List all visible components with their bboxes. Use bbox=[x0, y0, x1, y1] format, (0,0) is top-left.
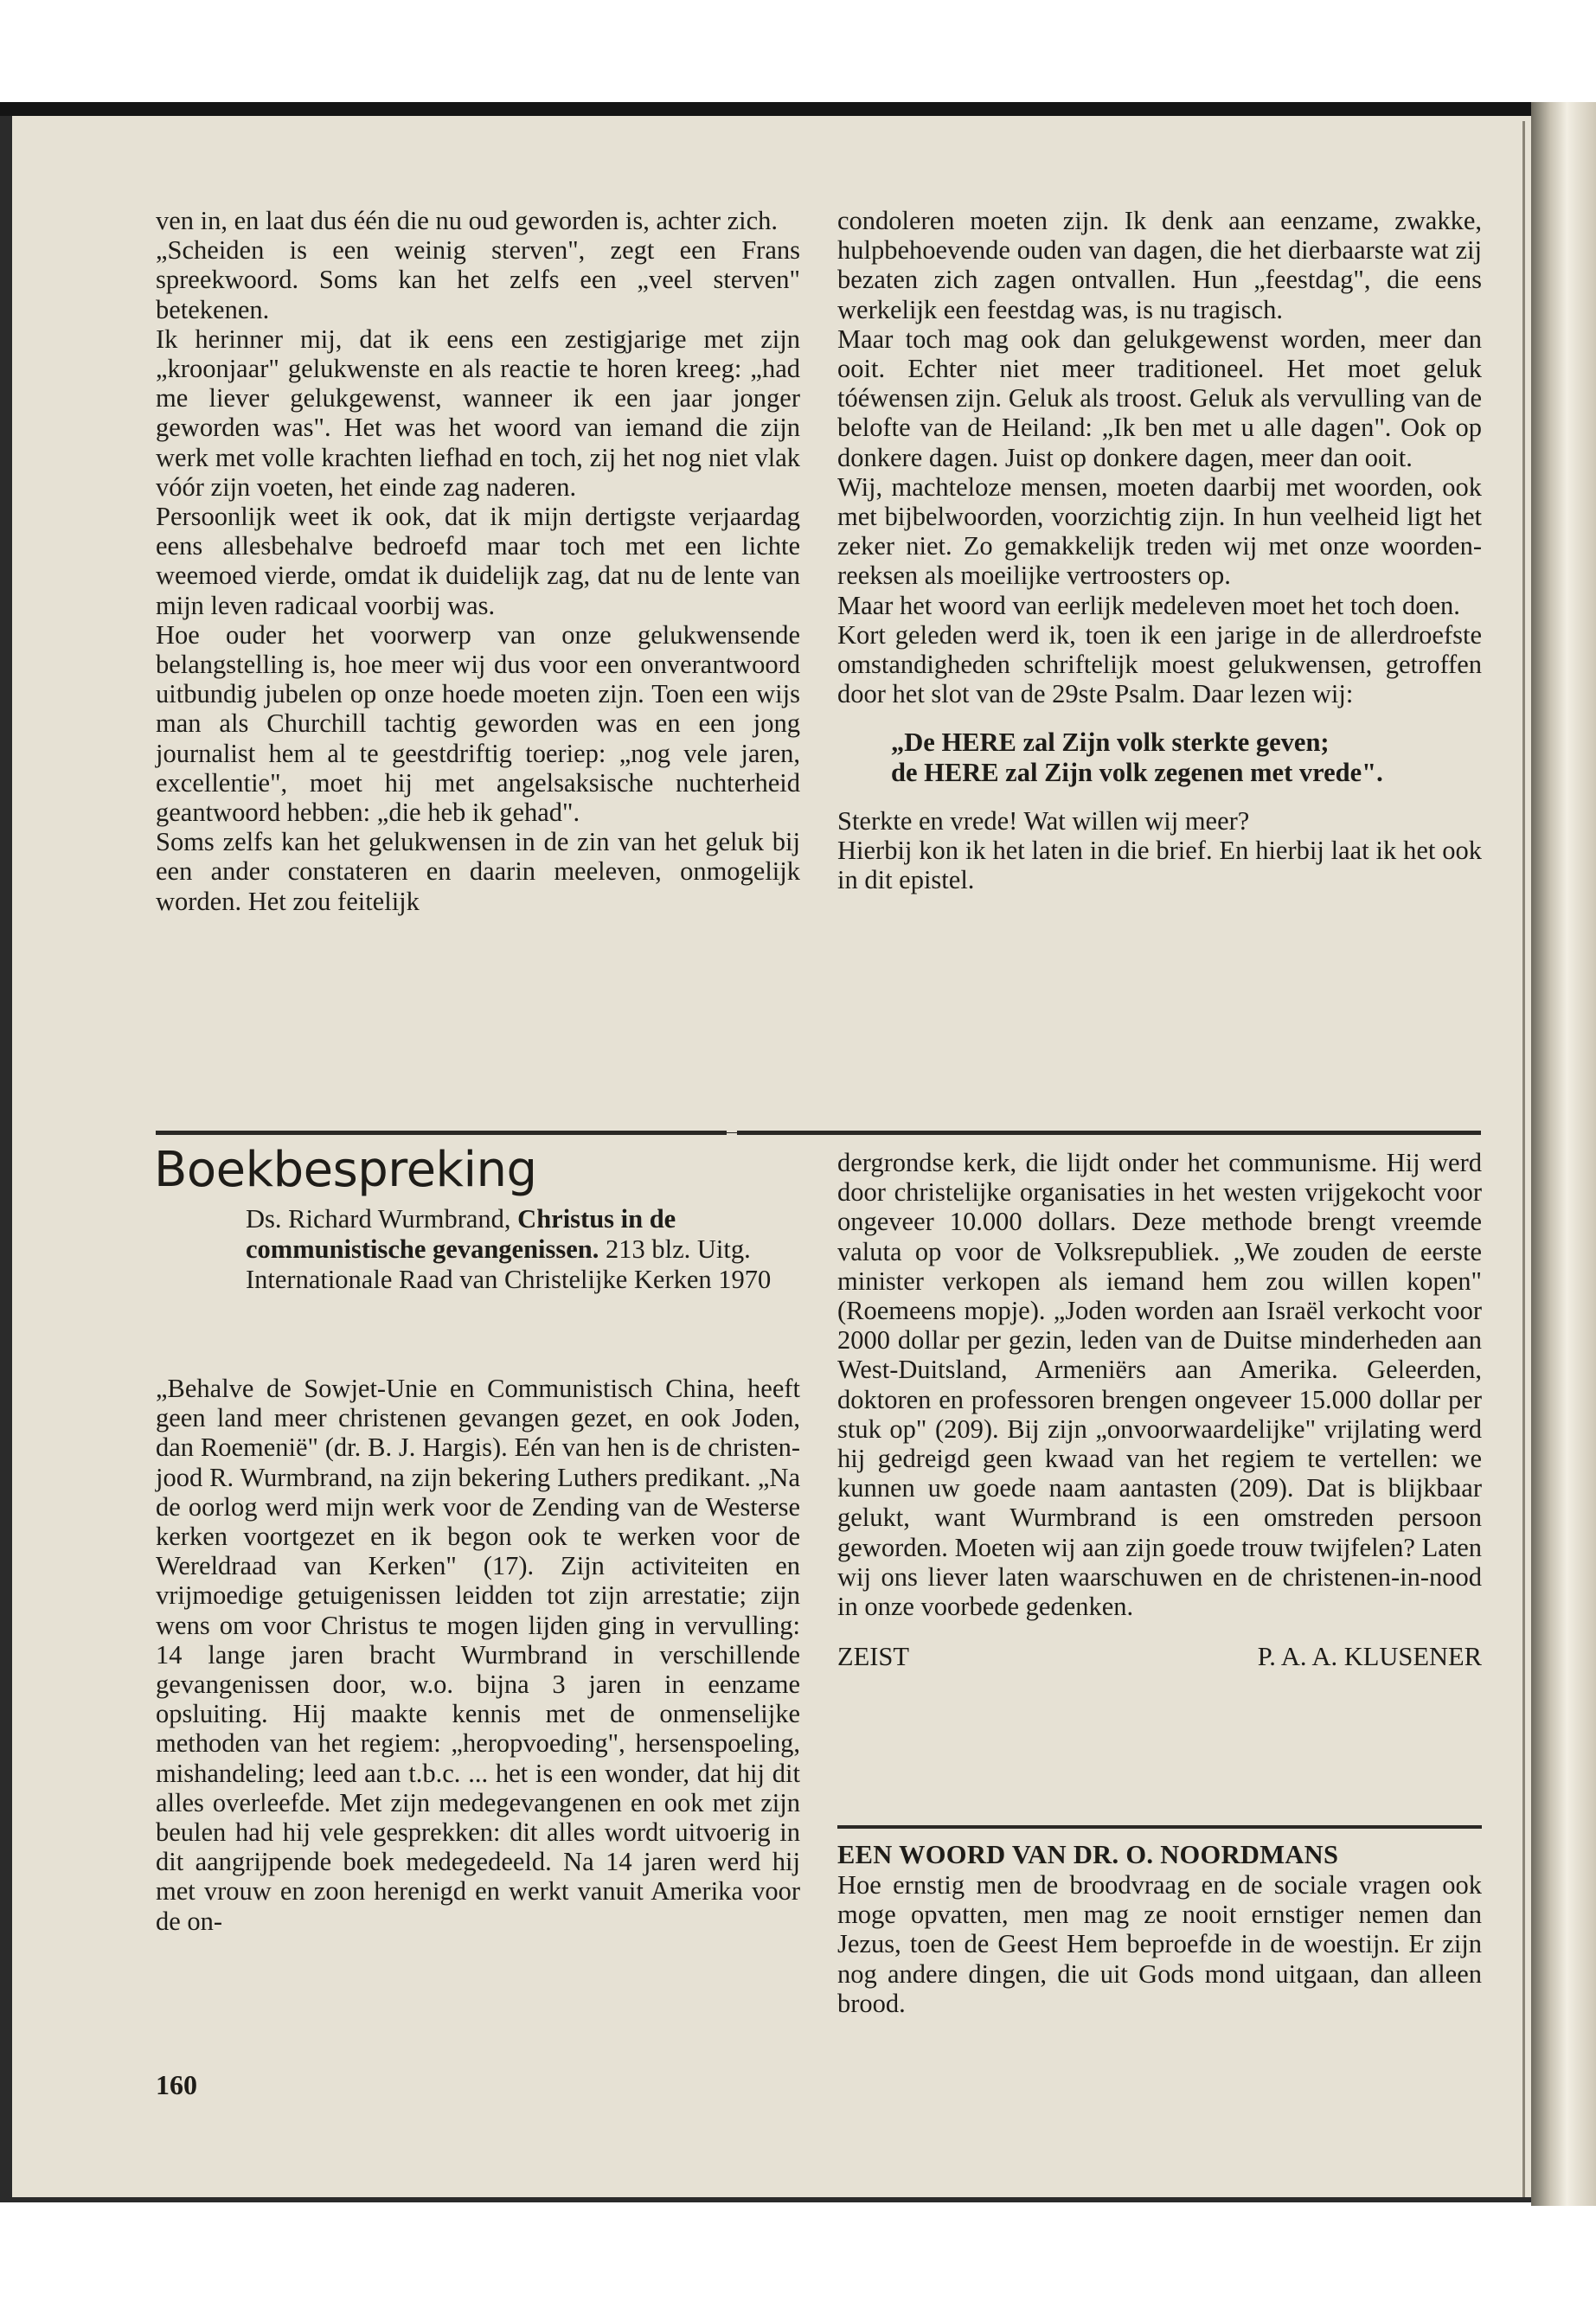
psalm-quote bbox=[891, 727, 1482, 786]
paragraph: Maar het woord van eerlijk medeleven moet het toch doen. bbox=[837, 590, 1460, 620]
book-author: Ds. Richard Wurmbrand, bbox=[246, 1204, 511, 1234]
paragraph: Sterkte en vrede! Wat willen wij meer? bbox=[837, 805, 1250, 836]
paragraph: Maar toch mag ook dan gelukgewenst worden, meer dan ooit. Echter niet meer traditioneel. Het moet geluk tóéwensen zijn. Geluk als troost. Geluk als vervulling van de belofte van de Heiland: „Ik ben met u alle dagen". Ook op donkere dagen. Juist op donkere dagen, meer dan ooit. bbox=[837, 324, 1482, 472]
book-details: 213 blz. Uitg. Internationale Raad van Christelijke Kerken 1970 bbox=[246, 1234, 772, 1294]
paragraph: Kort geleden werd ik, toen ik een jarige in de allerdroefste omstandigheden schriftelijk moest gelukwensen, getroffen door het slot van de 29ste Psalm. Daar lezen wij: bbox=[837, 619, 1482, 709]
box-text: Hoe ernstig men de broodvraag en de sociale vragen ook moge opvatten, men mag ze nooit ernstiger nemen dan Jezus, toen de Geest Hem beproefde in de woestijn. Er zijn nog andere dingen, die uit Gods mond uitgaan, dan alleen brood. bbox=[837, 1870, 1482, 2018]
paragraph: Wij, machteloze mensen, moeten daarbij met woorden, ook met bijbelwoorden, voorzichtig zijn. In hun veelheid ligt het zeker niet. Zo gemakkelijk treden wij met onze woorden-reeksen als moeilijke vertroosters op. bbox=[837, 471, 1482, 591]
paragraph: Soms zelfs kan het gelukwensen in de zin van het geluk bij een ander constateren en daarin meeleven, onmogelijk worden. Het zou feitelijk bbox=[156, 827, 800, 916]
box-heading: EEN WOORD VAN DR. O. NOORDMANS bbox=[837, 1840, 1339, 1869]
review-column-left bbox=[156, 1374, 800, 1936]
noordmans-box bbox=[837, 1870, 1482, 2018]
paragraph: Hoe ouder het voorwerp van onze gelukwensende belangstelling is, hoe meer wij dus voor een onverantwoord uitbundig jubelen op onze hoede moeten zijn. Toen een wijs man als Churchill tachtig geworden was en een jong journalist hem al te geestdriftig toeriep: „nog vele jaren, excellentie", moet hij met angelsaksische nuchterheid geantwoord hebben: „die heb ik gehad". bbox=[156, 619, 800, 828]
article-column-right bbox=[837, 206, 1482, 894]
quote-line: de HERE zal Zijn volk zegenen met vrede". bbox=[891, 757, 1383, 787]
review-signature bbox=[837, 1642, 1482, 1671]
scan-top-border bbox=[0, 102, 1596, 116]
review-text: dergrondse kerk, die lijdt onder het communisme. Hij werd door christelijke organisaties in het westen vrijgekocht voor ongeveer 10.000 dollars. Deze methode brengt vreemde valuta op voor de Volksrepubliek. „We zouden de eerste minister verkopen als iemand hem zou willen kopen" (Roemeens mopje). „Joden worden aan Israël verkocht voor 2000 dollar per gezin, leden van de Duitse minderheden aan West-Duitsland, Armeniërs aan Amerika. Geleerden, doktoren en professoren brengen ongeveer 15.000 dollar per stuk op" (209). Bij zijn „onvoorwaardelijke" vrijlating werd hij gedreigd geen kwaad van het regiem te vertellen: we kunnen uw goede naam aantasten (209). Dat is blijkbaar gelukt, want Wurmbrand is een omstreden persoon geworden. Moeten wij aan zijn goede trouw twijfelen? Laten wij ons liever laten waarschuwen en de christenen-in-nood in onze voorbede gedenken. bbox=[837, 1148, 1482, 1622]
book-reference bbox=[246, 1204, 801, 1295]
paragraph: condoleren moeten zijn. Ik denk aan eenzame, zwakke, hulpbehoevende ouden van dagen, die het dierbaarste wat zij bezaten zich zagen ontvallen. Hun „feestdag", die eens werkelijk een feestdag was, is nu tragisch. bbox=[837, 206, 1482, 324]
paragraph: Persoonlijk weet ik ook, dat ik mijn dertigste verjaardag eens allesbehalve bedroefd maar toch met een lichte weemoed vierde, omdat ik duidelijk zag, dat nu de lente van mijn leven radicaal voorbij was. bbox=[156, 502, 800, 620]
box-divider bbox=[837, 1825, 1482, 1829]
review-text: „Behalve de Sowjet-Unie en Communistisch China, heeft geen land meer christenen gevangen gezet, en ook Joden, dan Roemenië" (dr. B. J. Hargis). Eén van hen is de christen-jood R. Wurmbrand, na zijn bekering Luthers predikant. „Na de oorlog werd mijn werk voor de Zending van de Westerse kerken voortgezet en ik begon ook te werken voor de Wereldraad van Kerken" (17). Zijn activiteiten en vrijmoedige getuigenissen leidden tot zijn arrestatie; zijn wens om voor Christus te mogen lijden ging in vervulling: 14 lange jaren bracht Wurmbrand in verschillende gevangenissen door, w.o. bijna 3 jaren in eenzame opsluiting. Hij maakte kennis met de onmenselijke methoden van het regiem: „heropvoeding", hersenspoeling, mishandeling; leed aan t.b.c. ... het is een wonder, dat hij dit alles overleefde. Met zijn medegevangenen en ook met zijn beulen had hij vele gesprekken: dit alles wordt uitvoerig in dit aangrijpende boek medegedeeld. Na 14 jaren werd hij met vrouw en zoon herenigd en werkt vanuit Amerika voor de on- bbox=[156, 1374, 800, 1936]
quote-line: „De HERE zal Zijn volk sterkte geven; bbox=[891, 727, 1330, 758]
book-spine bbox=[1531, 102, 1596, 2206]
section-divider bbox=[156, 1131, 727, 1135]
paragraph: Hierbij kon ik het laten in die brief. En hierbij laat ik het ook in dit epistel. bbox=[837, 836, 1482, 895]
page-fold-line bbox=[1522, 121, 1525, 2197]
section-divider bbox=[737, 1131, 1481, 1135]
section-divider-thin bbox=[725, 1132, 737, 1133]
review-column-right bbox=[837, 1148, 1482, 1671]
page-number: 160 bbox=[156, 2069, 197, 2100]
section-heading: Boekbespreking bbox=[154, 1142, 537, 1198]
signature-name: P. A. A. KLUSENER bbox=[1257, 1642, 1482, 1672]
paragraph: Ik herinner mij, dat ik eens een zestigjarige met zijn „kroonjaar" gelukwenste en als reactie te horen kreeg: „had me liever gelukgewenst, wanneer ik een jaar jonger geworden was". Het was het woord van iemand die zijn werk met volle krachten liefhad en toch, zij het nog niet vlak vóór zijn voeten, het einde zag naderen. bbox=[156, 324, 800, 502]
paragraph: ven in, en laat dus één die nu oud geworden is, achter zich. bbox=[156, 206, 779, 235]
book-title: Christus in de communistische gevangenissen. bbox=[246, 1204, 676, 1264]
paragraph: „Scheiden is een weinig sterven", zegt een Frans spreekwoord. Soms kan het zelfs een „veel sterven" betekenen. bbox=[156, 235, 800, 324]
signature-place: ZEIST bbox=[837, 1642, 910, 1672]
article-column-left bbox=[156, 206, 800, 916]
